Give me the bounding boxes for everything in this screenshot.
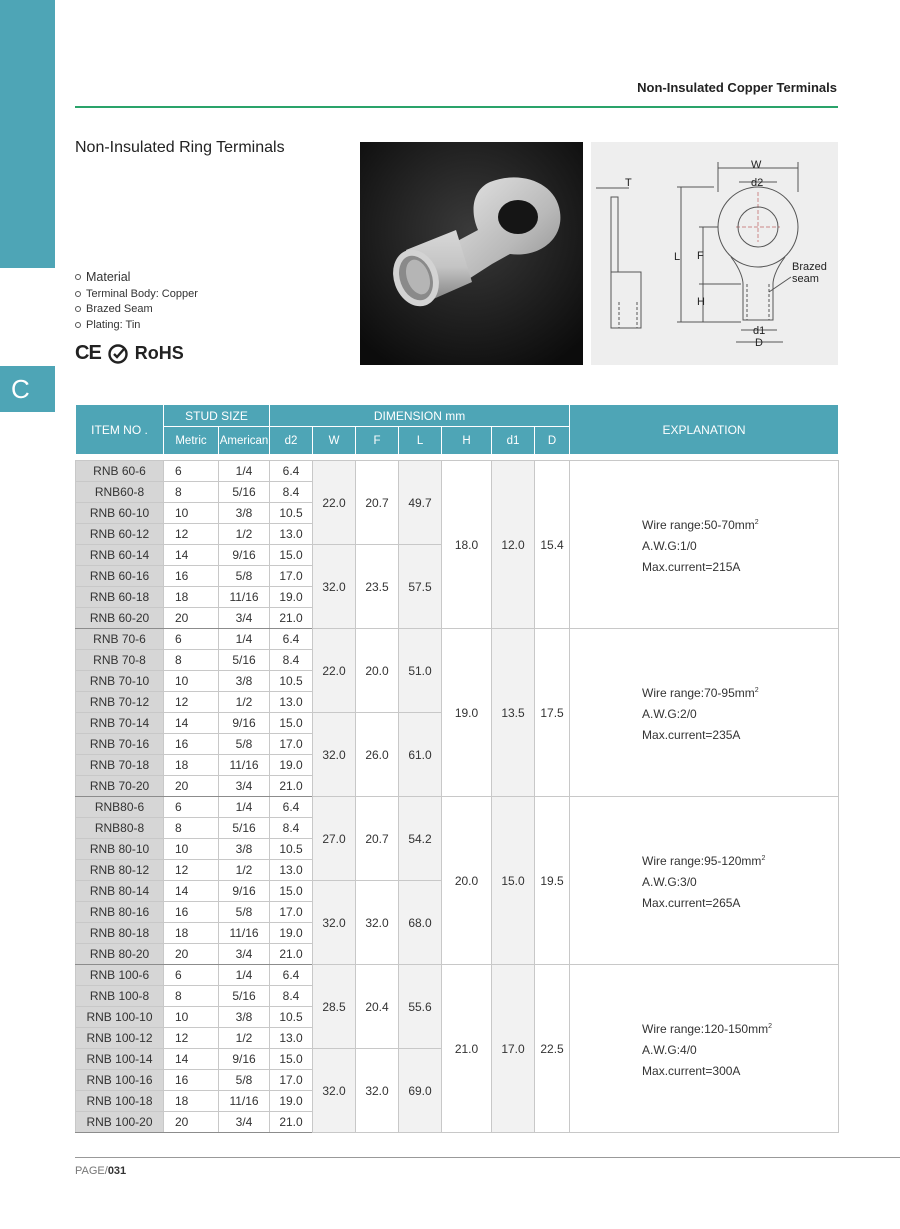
header-h: H (442, 427, 492, 455)
table-row (76, 797, 839, 818)
cell-explanation (570, 629, 839, 797)
cell-item-no: RNB 70-8 (76, 650, 164, 671)
cell-d: 19.5 (535, 797, 570, 965)
table-row (76, 965, 839, 986)
cell-item-no: RNB 80-14 (76, 881, 164, 902)
header-explanation: EXPLANATION (570, 405, 839, 455)
section-letter-tab (0, 366, 55, 412)
cell-item-no: RNB 80-12 (76, 860, 164, 881)
cell-w: 28.5 (313, 965, 356, 1049)
cell-d2: 21.0 (270, 608, 313, 629)
cell-item-no: RNB 70-16 (76, 734, 164, 755)
bullet-icon (75, 291, 81, 297)
footer-rule (75, 1157, 900, 1158)
cell-l: 57.5 (399, 545, 442, 629)
header-american: American (219, 427, 270, 455)
label-brazed: Brazed (792, 261, 827, 273)
cell-american: 1/4 (219, 629, 270, 650)
cell-explanation (570, 461, 839, 629)
cell-d2: 19.0 (270, 755, 313, 776)
material-list (75, 268, 198, 333)
cell-american: 11/16 (219, 923, 270, 944)
header-d1: d1 (492, 427, 535, 455)
label-d1: d1 (753, 325, 766, 337)
cell-american: 5/16 (219, 986, 270, 1007)
label-w: W (751, 159, 762, 171)
label-seam: seam (792, 273, 819, 285)
cell-item-no: RNB 100-20 (76, 1112, 164, 1133)
cell-item-no: RNB 100-10 (76, 1007, 164, 1028)
cell-metric: 14 (164, 881, 219, 902)
bullet-icon (75, 322, 81, 328)
awg-text: A.W.G:4/0 (642, 1042, 697, 1057)
cell-w: 22.0 (313, 461, 356, 545)
cell-l: 61.0 (399, 713, 442, 797)
cell-explanation (570, 965, 839, 1133)
cell-american: 3/4 (219, 776, 270, 797)
cell-d2: 6.4 (270, 797, 313, 818)
cell-d2: 15.0 (270, 713, 313, 734)
cell-american: 3/8 (219, 671, 270, 692)
cell-metric: 12 (164, 524, 219, 545)
cell-item-no: RNB 100-18 (76, 1091, 164, 1112)
wire-range-text: Wire range:120-150mm (642, 1021, 769, 1036)
cell-metric: 12 (164, 1028, 219, 1049)
header-w: W (313, 427, 356, 455)
max-current-text: Max.current=235A (642, 727, 741, 742)
wire-range-text: Wire range:70-95mm (642, 685, 755, 700)
cell-f: 20.4 (356, 965, 399, 1049)
cell-item-no: RNB 60-14 (76, 545, 164, 566)
label-l: L (674, 251, 681, 263)
cell-american: 3/8 (219, 839, 270, 860)
cell-l: 68.0 (399, 881, 442, 965)
cell-d2: 6.4 (270, 629, 313, 650)
cell-metric: 10 (164, 839, 219, 860)
cell-d2: 10.5 (270, 1007, 313, 1028)
table-row (76, 629, 839, 650)
cell-d2: 19.0 (270, 587, 313, 608)
section-color-tab (0, 0, 55, 268)
cell-item-no: RNB 60-18 (76, 587, 164, 608)
cell-metric: 20 (164, 944, 219, 965)
cell-f: 23.5 (356, 545, 399, 629)
cell-f: 20.7 (356, 461, 399, 545)
cell-d2: 17.0 (270, 1070, 313, 1091)
cell-h: 20.0 (442, 797, 492, 965)
cell-american: 3/4 (219, 1112, 270, 1133)
header-title: Non-Insulated Copper Terminals (637, 80, 837, 95)
max-current-text: Max.current=300A (642, 1063, 741, 1078)
header-f: F (356, 427, 399, 455)
spec-table-body (76, 455, 839, 1133)
cell-metric: 8 (164, 650, 219, 671)
cell-item-no: RNB 100-6 (76, 965, 164, 986)
cell-american: 11/16 (219, 755, 270, 776)
cell-metric: 20 (164, 776, 219, 797)
material-item (75, 286, 198, 302)
cell-w: 32.0 (313, 881, 356, 965)
header-rule (75, 106, 838, 108)
cell-item-no: RNB 60-12 (76, 524, 164, 545)
cell-l: 49.7 (399, 461, 442, 545)
wire-range-line (642, 680, 838, 704)
cell-metric: 8 (164, 482, 219, 503)
cell-metric: 12 (164, 860, 219, 881)
header-item-no: ITEM NO . (76, 405, 164, 455)
cell-american: 5/16 (219, 650, 270, 671)
squared-superscript: 2 (754, 518, 759, 526)
header-dimension: DIMENSION mm (270, 405, 570, 427)
cell-d2: 15.0 (270, 881, 313, 902)
cell-d2: 17.0 (270, 566, 313, 587)
cell-metric: 10 (164, 503, 219, 524)
cell-w: 22.0 (313, 629, 356, 713)
label-h: H (697, 296, 705, 308)
label-t: T (625, 177, 632, 189)
cell-d2: 10.5 (270, 839, 313, 860)
material-heading: Material (86, 270, 131, 284)
cell-d1: 15.0 (492, 797, 535, 965)
header-d2: d2 (270, 427, 313, 455)
cell-d: 17.5 (535, 629, 570, 797)
cell-d2: 13.0 (270, 692, 313, 713)
cell-d2: 17.0 (270, 902, 313, 923)
cell-american: 9/16 (219, 1049, 270, 1070)
cell-american: 1/2 (219, 860, 270, 881)
cell-f: 20.0 (356, 629, 399, 713)
cell-american: 3/4 (219, 944, 270, 965)
cell-metric: 6 (164, 797, 219, 818)
cell-d1: 17.0 (492, 965, 535, 1133)
cell-metric: 6 (164, 461, 219, 482)
cell-h: 18.0 (442, 461, 492, 629)
cell-item-no: RNB 80-10 (76, 839, 164, 860)
cell-d2: 13.0 (270, 524, 313, 545)
cell-d2: 15.0 (270, 1049, 313, 1070)
label-d: D (755, 337, 763, 349)
cell-d1: 13.5 (492, 629, 535, 797)
cell-d2: 21.0 (270, 944, 313, 965)
cell-american: 9/16 (219, 713, 270, 734)
cell-american: 3/8 (219, 1007, 270, 1028)
cell-f: 20.7 (356, 797, 399, 881)
cell-item-no: RNB 70-6 (76, 629, 164, 650)
cell-american: 3/4 (219, 608, 270, 629)
cell-h: 21.0 (442, 965, 492, 1133)
cell-american: 5/16 (219, 818, 270, 839)
cell-d: 22.5 (535, 965, 570, 1133)
awg-text: A.W.G:3/0 (642, 874, 697, 889)
squared-superscript: 2 (768, 1022, 773, 1030)
cell-metric: 20 (164, 608, 219, 629)
label-d2: d2 (751, 177, 764, 189)
cell-metric: 6 (164, 965, 219, 986)
cell-american: 3/8 (219, 503, 270, 524)
cell-metric: 18 (164, 923, 219, 944)
awg-text: A.W.G:1/0 (642, 538, 697, 553)
wire-range-line (642, 512, 838, 536)
ce-mark-icon: CE (75, 342, 101, 364)
wire-range-text: Wire range:95-120mm (642, 853, 762, 868)
cell-item-no: RNB 80-20 (76, 944, 164, 965)
page-title: Non-Insulated Ring Terminals (75, 139, 285, 156)
cell-d2: 8.4 (270, 986, 313, 1007)
max-current-text: Max.current=265A (642, 895, 741, 910)
cell-item-no: RNB 70-18 (76, 755, 164, 776)
cell-item-no: RNB 100-14 (76, 1049, 164, 1070)
cell-item-no: RNB 80-18 (76, 923, 164, 944)
rohs-logo: RoHS (134, 343, 184, 363)
cell-metric: 10 (164, 671, 219, 692)
wire-range-line (642, 848, 838, 872)
cell-h: 19.0 (442, 629, 492, 797)
bullet-icon (75, 306, 81, 312)
cell-metric: 6 (164, 629, 219, 650)
wire-range-text: Wire range:50-70mm (642, 517, 755, 532)
material-heading-row (75, 268, 198, 286)
header-metric: Metric (164, 427, 219, 455)
cell-w: 32.0 (313, 1049, 356, 1133)
cell-american: 11/16 (219, 587, 270, 608)
cell-american: 1/2 (219, 1028, 270, 1049)
cell-american: 9/16 (219, 881, 270, 902)
quality-seal-icon (107, 343, 129, 365)
cell-item-no: RNB 100-16 (76, 1070, 164, 1091)
cell-l: 55.6 (399, 965, 442, 1049)
squared-superscript: 2 (761, 854, 766, 862)
cell-d2: 6.4 (270, 965, 313, 986)
cell-american: 5/8 (219, 734, 270, 755)
cell-d1: 12.0 (492, 461, 535, 629)
cell-f: 32.0 (356, 1049, 399, 1133)
cell-d: 15.4 (535, 461, 570, 629)
material-item-text: Brazed Seam (86, 303, 153, 316)
cell-item-no: RNB 60-20 (76, 608, 164, 629)
cell-d2: 17.0 (270, 734, 313, 755)
cell-american: 1/2 (219, 692, 270, 713)
material-item (75, 302, 198, 318)
cell-american: 11/16 (219, 1091, 270, 1112)
cell-d2: 6.4 (270, 461, 313, 482)
material-item-text: Terminal Body: Copper (86, 287, 198, 300)
cell-item-no: RNB 70-14 (76, 713, 164, 734)
material-item-text: Plating: Tin (86, 318, 141, 331)
cell-item-no: RNB 60-10 (76, 503, 164, 524)
cell-metric: 18 (164, 1091, 219, 1112)
cell-american: 1/4 (219, 797, 270, 818)
cell-metric: 10 (164, 1007, 219, 1028)
section-letter: C (11, 374, 30, 404)
cell-f: 32.0 (356, 881, 399, 965)
cell-american: 1/4 (219, 461, 270, 482)
cell-metric: 16 (164, 1070, 219, 1091)
cell-d2: 8.4 (270, 818, 313, 839)
cell-item-no: RNB80-6 (76, 797, 164, 818)
cell-metric: 12 (164, 692, 219, 713)
max-current-text: Max.current=215A (642, 559, 741, 574)
cell-american: 5/8 (219, 566, 270, 587)
cell-item-no: RNB 70-12 (76, 692, 164, 713)
cell-l: 54.2 (399, 797, 442, 881)
dimension-drawing (591, 142, 838, 365)
cell-metric: 20 (164, 1112, 219, 1133)
cell-item-no: RNB 70-10 (76, 671, 164, 692)
cell-american: 9/16 (219, 545, 270, 566)
cell-w: 32.0 (313, 545, 356, 629)
table-row (76, 461, 839, 482)
cell-metric: 18 (164, 587, 219, 608)
cell-w: 32.0 (313, 713, 356, 797)
wire-range-line (642, 1016, 838, 1040)
spec-table (75, 404, 839, 1133)
cell-metric: 16 (164, 566, 219, 587)
label-f: F (697, 250, 704, 262)
page-footer (75, 1165, 126, 1177)
cell-metric: 14 (164, 713, 219, 734)
product-photo (360, 142, 583, 365)
cell-d2: 10.5 (270, 671, 313, 692)
cell-american: 1/4 (219, 965, 270, 986)
squared-superscript: 2 (754, 686, 759, 694)
cell-item-no: RNB 60-16 (76, 566, 164, 587)
cell-d2: 19.0 (270, 923, 313, 944)
cell-metric: 16 (164, 902, 219, 923)
cell-metric: 8 (164, 986, 219, 1007)
cell-d2: 21.0 (270, 1112, 313, 1133)
material-item (75, 317, 198, 333)
cell-d2: 13.0 (270, 860, 313, 881)
cell-d2: 10.5 (270, 503, 313, 524)
page-label: PAGE/ (75, 1165, 108, 1177)
header-l: L (399, 427, 442, 455)
certification-logos (75, 342, 184, 365)
cell-item-no: RNB80-8 (76, 818, 164, 839)
cell-metric: 8 (164, 818, 219, 839)
cell-d2: 8.4 (270, 650, 313, 671)
cell-item-no: RNB 100-8 (76, 986, 164, 1007)
cell-d2: 15.0 (270, 545, 313, 566)
cell-item-no: RNB 70-20 (76, 776, 164, 797)
header-d: D (535, 427, 570, 455)
cell-item-no: RNB 60-6 (76, 461, 164, 482)
cell-american: 5/16 (219, 482, 270, 503)
cell-d2: 19.0 (270, 1091, 313, 1112)
cell-american: 5/8 (219, 902, 270, 923)
cell-metric: 16 (164, 734, 219, 755)
cell-metric: 14 (164, 545, 219, 566)
cell-american: 1/2 (219, 524, 270, 545)
cell-l: 51.0 (399, 629, 442, 713)
cell-item-no: RNB 100-12 (76, 1028, 164, 1049)
header-stud-size: STUD SIZE (164, 405, 270, 427)
cell-american: 5/8 (219, 1070, 270, 1091)
page-number: 031 (107, 1165, 127, 1177)
cell-metric: 14 (164, 1049, 219, 1070)
cell-d2: 13.0 (270, 1028, 313, 1049)
cell-metric: 18 (164, 755, 219, 776)
cell-item-no: RNB60-8 (76, 482, 164, 503)
cell-item-no: RNB 80-16 (76, 902, 164, 923)
cell-explanation (570, 797, 839, 965)
bullet-icon (75, 274, 81, 280)
cell-d2: 8.4 (270, 482, 313, 503)
awg-text: A.W.G:2/0 (642, 706, 697, 721)
cell-l: 69.0 (399, 1049, 442, 1133)
cell-f: 26.0 (356, 713, 399, 797)
cell-d2: 21.0 (270, 776, 313, 797)
cell-w: 27.0 (313, 797, 356, 881)
